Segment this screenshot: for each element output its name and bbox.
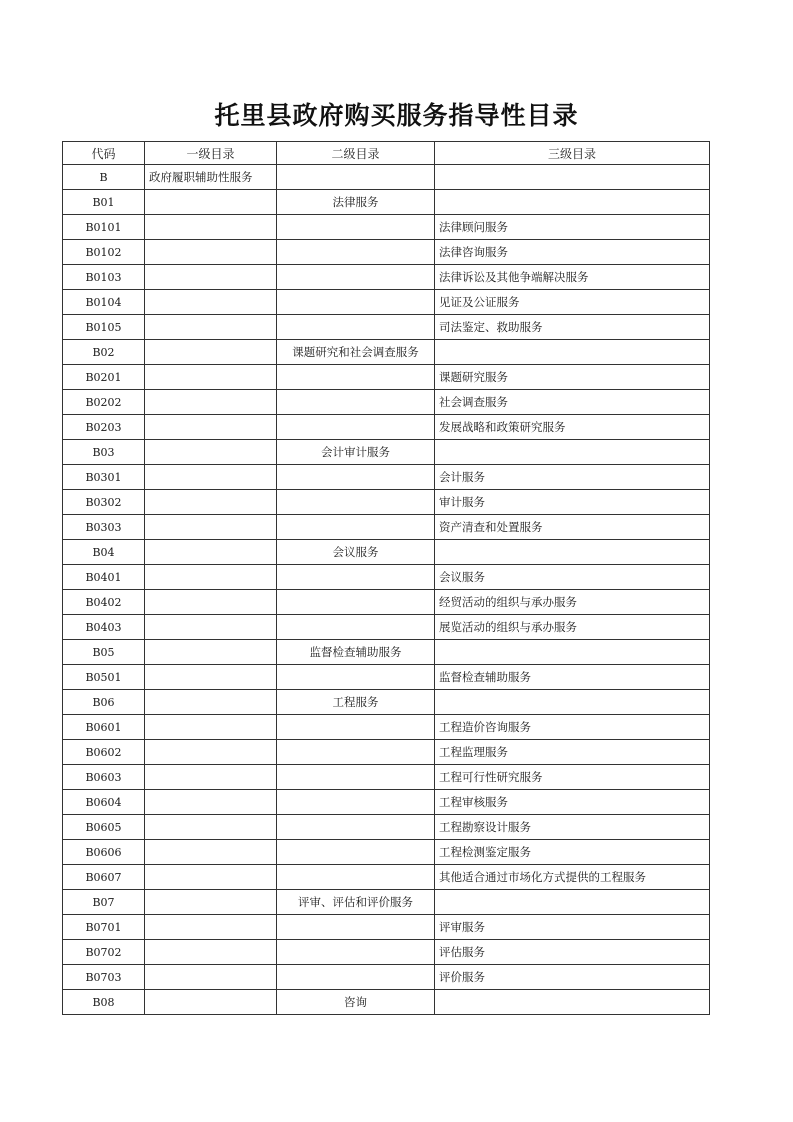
cell-level1 (145, 415, 277, 440)
cell-level3: 评估服务 (435, 940, 710, 965)
table-row (63, 290, 710, 315)
table-row (63, 565, 710, 590)
table-row (63, 265, 710, 290)
table-row (63, 240, 710, 265)
cell-level1 (145, 915, 277, 940)
table-row (63, 740, 710, 765)
cell-level1 (145, 740, 277, 765)
cell-code: B0403 (63, 615, 145, 640)
cell-level1 (145, 540, 277, 565)
cell-code: B0606 (63, 840, 145, 865)
table-row (63, 690, 710, 715)
table-row (63, 165, 710, 190)
cell-level2 (277, 790, 435, 815)
cell-code: B0101 (63, 215, 145, 240)
cell-level3: 经贸活动的组织与承办服务 (435, 590, 710, 615)
table-row (63, 315, 710, 340)
cell-level1 (145, 315, 277, 340)
cell-code: B05 (63, 640, 145, 665)
cell-code: B0602 (63, 740, 145, 765)
cell-level2 (277, 740, 435, 765)
cell-level2 (277, 940, 435, 965)
cell-code: B02 (63, 340, 145, 365)
cell-level2: 咨询 (277, 990, 435, 1015)
cell-level3 (435, 440, 710, 465)
cell-level3: 监督检查辅助服务 (435, 665, 710, 690)
cell-code: B0607 (63, 865, 145, 890)
table-row (63, 815, 710, 840)
table-row (63, 940, 710, 965)
cell-level2 (277, 965, 435, 990)
table-row (63, 340, 710, 365)
cell-level1: 政府履职辅助性服务 (145, 165, 277, 190)
cell-level3: 审计服务 (435, 490, 710, 515)
header-level2: 二级目录 (277, 142, 435, 165)
cell-code: B0302 (63, 490, 145, 515)
cell-level2: 评审、评估和评价服务 (277, 890, 435, 915)
cell-level3 (435, 990, 710, 1015)
cell-level3: 评审服务 (435, 915, 710, 940)
cell-code: B0702 (63, 940, 145, 965)
cell-level2 (277, 815, 435, 840)
cell-level1 (145, 815, 277, 840)
cell-level3: 见证及公证服务 (435, 290, 710, 315)
cell-level3: 工程勘察设计服务 (435, 815, 710, 840)
table-row (63, 190, 710, 215)
cell-level3 (435, 340, 710, 365)
cell-code: B0703 (63, 965, 145, 990)
cell-level2: 法律服务 (277, 190, 435, 215)
cell-level2 (277, 865, 435, 890)
cell-level1 (145, 440, 277, 465)
cell-level3: 工程可行性研究服务 (435, 765, 710, 790)
cell-code: B0104 (63, 290, 145, 315)
cell-level1 (145, 790, 277, 815)
table-body (63, 165, 710, 1015)
cell-level2: 会计审计服务 (277, 440, 435, 465)
table-row (63, 890, 710, 915)
cell-level3 (435, 690, 710, 715)
cell-code: B0201 (63, 365, 145, 390)
cell-level2 (277, 840, 435, 865)
cell-level2: 监督检查辅助服务 (277, 640, 435, 665)
cell-level1 (145, 240, 277, 265)
table-row (63, 490, 710, 515)
cell-level3: 会议服务 (435, 565, 710, 590)
cell-level3: 法律顾问服务 (435, 215, 710, 240)
table-row (63, 715, 710, 740)
cell-level2 (277, 265, 435, 290)
cell-level3: 法律诉讼及其他争端解决服务 (435, 265, 710, 290)
table-row (63, 465, 710, 490)
cell-level2 (277, 490, 435, 515)
cell-level2 (277, 590, 435, 615)
cell-level3: 课题研究服务 (435, 365, 710, 390)
cell-level2 (277, 240, 435, 265)
cell-level3 (435, 190, 710, 215)
cell-code: B0401 (63, 565, 145, 590)
cell-code: B03 (63, 440, 145, 465)
cell-level1 (145, 215, 277, 240)
table-row (63, 590, 710, 615)
cell-code: B0203 (63, 415, 145, 440)
table-row (63, 790, 710, 815)
cell-level3: 工程检测鉴定服务 (435, 840, 710, 865)
cell-level2 (277, 715, 435, 740)
cell-level3 (435, 640, 710, 665)
cell-code: B0303 (63, 515, 145, 540)
header-level1: 一级目录 (145, 142, 277, 165)
cell-level3: 评价服务 (435, 965, 710, 990)
cell-level3: 发展战略和政策研究服务 (435, 415, 710, 440)
table-row (63, 965, 710, 990)
table-row (63, 615, 710, 640)
cell-level1 (145, 965, 277, 990)
cell-level2 (277, 565, 435, 590)
cell-code: B08 (63, 990, 145, 1015)
table-row (63, 990, 710, 1015)
cell-level2: 课题研究和社会调查服务 (277, 340, 435, 365)
cell-code: B0301 (63, 465, 145, 490)
cell-level1 (145, 940, 277, 965)
cell-level1 (145, 990, 277, 1015)
cell-level3: 资产清查和处置服务 (435, 515, 710, 540)
table-row (63, 765, 710, 790)
table-row (63, 215, 710, 240)
cell-level1 (145, 690, 277, 715)
cell-level3: 工程监理服务 (435, 740, 710, 765)
cell-level3: 工程审核服务 (435, 790, 710, 815)
cell-level1 (145, 190, 277, 215)
cell-level2 (277, 365, 435, 390)
cell-level3: 工程造价咨询服务 (435, 715, 710, 740)
table-row (63, 915, 710, 940)
cell-level1 (145, 715, 277, 740)
cell-level3: 司法鉴定、救助服务 (435, 315, 710, 340)
cell-level3 (435, 540, 710, 565)
catalog-table (62, 141, 710, 1015)
cell-level3: 其他适合通过市场化方式提供的工程服务 (435, 865, 710, 890)
cell-level1 (145, 290, 277, 315)
cell-level3: 社会调查服务 (435, 390, 710, 415)
cell-code: B0402 (63, 590, 145, 615)
cell-code: B0601 (63, 715, 145, 740)
cell-code: B0605 (63, 815, 145, 840)
cell-code: B0701 (63, 915, 145, 940)
cell-level1 (145, 590, 277, 615)
cell-code: B0102 (63, 240, 145, 265)
cell-level1 (145, 515, 277, 540)
cell-level3 (435, 890, 710, 915)
table-row (63, 840, 710, 865)
cell-code: B0105 (63, 315, 145, 340)
cell-code: B (63, 165, 145, 190)
header-level3: 三级目录 (435, 142, 710, 165)
cell-level2 (277, 215, 435, 240)
table-row (63, 515, 710, 540)
cell-level1 (145, 565, 277, 590)
cell-level1 (145, 365, 277, 390)
page-title: 托里县政府购买服务指导性目录 (214, 101, 579, 130)
cell-level2 (277, 290, 435, 315)
table-row (63, 540, 710, 565)
cell-level1 (145, 340, 277, 365)
cell-code: B0202 (63, 390, 145, 415)
cell-level3: 法律咨询服务 (435, 240, 710, 265)
cell-level1 (145, 490, 277, 515)
cell-level2 (277, 615, 435, 640)
cell-code: B06 (63, 690, 145, 715)
table-row (63, 415, 710, 440)
cell-level3 (435, 165, 710, 190)
cell-level2 (277, 515, 435, 540)
cell-level2 (277, 390, 435, 415)
cell-level1 (145, 615, 277, 640)
cell-code: B0501 (63, 665, 145, 690)
table-row (63, 640, 710, 665)
cell-code: B07 (63, 890, 145, 915)
cell-level2: 会议服务 (277, 540, 435, 565)
cell-level1 (145, 865, 277, 890)
cell-level2 (277, 915, 435, 940)
cell-code: B0103 (63, 265, 145, 290)
cell-level2 (277, 665, 435, 690)
cell-level2 (277, 465, 435, 490)
table-row (63, 440, 710, 465)
cell-code: B0604 (63, 790, 145, 815)
cell-code: B0603 (63, 765, 145, 790)
cell-level2 (277, 165, 435, 190)
cell-level3: 展览活动的组织与承办服务 (435, 615, 710, 640)
cell-level1 (145, 665, 277, 690)
table-header-row (63, 142, 710, 165)
cell-code: B01 (63, 190, 145, 215)
cell-level1 (145, 765, 277, 790)
cell-level1 (145, 890, 277, 915)
cell-level1 (145, 840, 277, 865)
cell-level2 (277, 765, 435, 790)
header-code: 代码 (63, 142, 145, 165)
cell-level1 (145, 465, 277, 490)
cell-level2 (277, 415, 435, 440)
cell-level2: 工程服务 (277, 690, 435, 715)
cell-code: B04 (63, 540, 145, 565)
table-row (63, 865, 710, 890)
cell-level2 (277, 315, 435, 340)
cell-level1 (145, 640, 277, 665)
table-row (63, 390, 710, 415)
cell-level3: 会计服务 (435, 465, 710, 490)
table-row (63, 665, 710, 690)
table-row (63, 365, 710, 390)
cell-level1 (145, 265, 277, 290)
cell-level1 (145, 390, 277, 415)
